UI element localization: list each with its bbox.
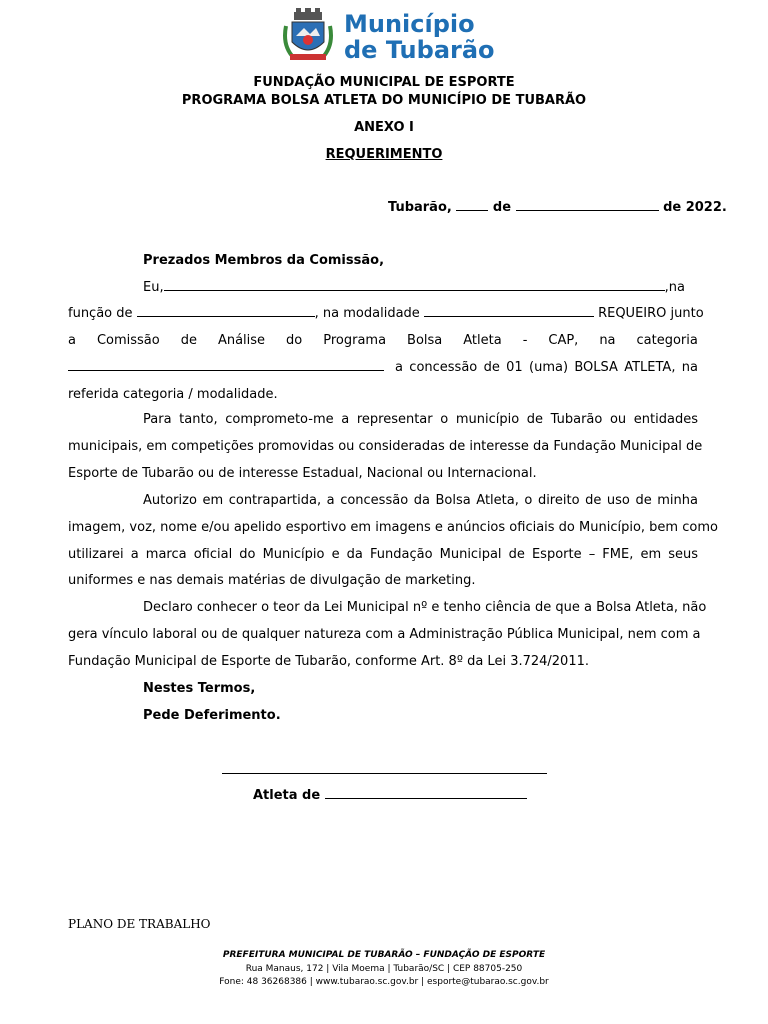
- atleta-blank[interactable]: [325, 788, 527, 799]
- p2-line2: municipais, em competições promovidas ou consideradas de interesse da Fundação Municipal de: [68, 439, 703, 454]
- p2-line3: Esporte de Tubarão ou de interesse Estadual, Nacional ou Internacional.: [68, 466, 537, 481]
- word: Comissão: [96, 333, 160, 348]
- footer-line-1: PREFEITURA MUNICIPAL DE TUBARÃO – FUNDAÇÃO DE ESPORTE: [222, 950, 546, 960]
- foundation-title: FUNDAÇÃO MUNICIPAL DE ESPORTE: [253, 75, 515, 90]
- word: CAP,: [548, 333, 579, 348]
- word: do: [286, 333, 303, 348]
- greeting: Prezados Membros da Comissão,: [143, 253, 385, 268]
- date-suffix: de 2022.: [658, 200, 727, 215]
- word: categoria: [636, 333, 698, 348]
- word: Programa: [323, 333, 387, 348]
- modalidade-label: , na modalidade: [314, 306, 420, 321]
- signature-line[interactable]: [222, 773, 547, 774]
- closing-pede-deferimento: Pede Deferimento.: [143, 708, 281, 723]
- program-title: PROGRAMA BOLSA ATLETA DO MUNICÍPIO DE TUBARÃO: [181, 93, 587, 108]
- atleta-label: Atleta de: [253, 788, 325, 803]
- p4-line3: Fundação Municipal de Esporte de Tubarão, conforme Art. 8º da Lei 3.724/2011.: [68, 654, 590, 669]
- funcao-label: função de: [68, 306, 133, 321]
- p1-line2: [68, 306, 704, 321]
- footer-line-3: Fone: 48 36268386 | www.tubarao.sc.gov.br | esporte@tubarao.sc.gov.br: [219, 977, 549, 987]
- logo-line-1: Município: [344, 10, 475, 38]
- footer-line-2: Rua Manaus, 172 | Vila Moema | Tubarão/SC | CEP 88705-250: [245, 964, 523, 974]
- request-title: [0, 147, 768, 162]
- request-title-text: REQUERIMENTO: [325, 147, 443, 162]
- word: a: [68, 333, 76, 348]
- requeiro-label: REQUEIRO junto: [598, 306, 704, 321]
- word: de: [180, 333, 197, 348]
- closing-nestes-termos: Nestes Termos,: [143, 681, 256, 696]
- date-prefix: Tubarão,: [388, 200, 457, 215]
- atleta-line: [253, 788, 527, 803]
- coat-of-arms-icon: [280, 6, 336, 64]
- p2-line1: Para tanto, comprometo-me a representar o município de Tubarão ou entidades: [143, 412, 698, 427]
- p3-line1: Autorizo em contrapartida, a concessão da Bolsa Atleta, o direito de uso de minha: [143, 493, 698, 508]
- p1-line3: [68, 333, 698, 348]
- modalidade-blank[interactable]: [424, 306, 594, 317]
- logo-line-2: de Tubarão: [344, 36, 495, 64]
- word: Análise: [217, 333, 266, 348]
- eu-end: ,na: [664, 280, 685, 295]
- p4-line1: Declaro conhecer o teor da Lei Municipal nº e tenho ciência de que a Bolsa Atleta, não: [143, 600, 707, 615]
- word: -: [522, 333, 528, 348]
- funcao-blank[interactable]: [137, 306, 315, 317]
- categoria-blank[interactable]: [68, 360, 384, 371]
- p4-line2: gera vínculo laboral ou de qualquer natureza com a Administração Pública Municipal, nem com a: [68, 627, 701, 642]
- plano-de-trabalho: PLANO DE TRABALHO: [68, 917, 211, 931]
- p1-line5: referida categoria / modalidade.: [68, 387, 278, 402]
- word: Bolsa: [407, 333, 443, 348]
- p1-line4-text: a concessão de 01 (uma) BOLSA ATLETA, na: [395, 360, 698, 375]
- annex-title: ANEXO I: [354, 120, 414, 135]
- p1-line4: [68, 360, 384, 375]
- p1-line1: [143, 280, 685, 295]
- p3-line2: imagem, voz, nome e/ou apelido esportivo em imagens e anúncios oficiais do Município, bem como: [68, 520, 718, 535]
- date-middle: de: [488, 200, 516, 215]
- date-line: [388, 200, 727, 215]
- municipal-logo: [280, 6, 500, 66]
- p3-line4: uniformes e nas demais matérias de divulgação de marketing.: [68, 573, 476, 588]
- day-blank[interactable]: [456, 200, 488, 211]
- word: na: [599, 333, 616, 348]
- word: Atleta: [463, 333, 502, 348]
- name-blank[interactable]: [164, 280, 665, 291]
- p3-line3: utilizarei a marca oficial do Município e da Fundação Municipal de Esporte – FME, em seus: [68, 547, 698, 562]
- eu-label: Eu,: [143, 280, 164, 295]
- month-blank[interactable]: [516, 200, 659, 211]
